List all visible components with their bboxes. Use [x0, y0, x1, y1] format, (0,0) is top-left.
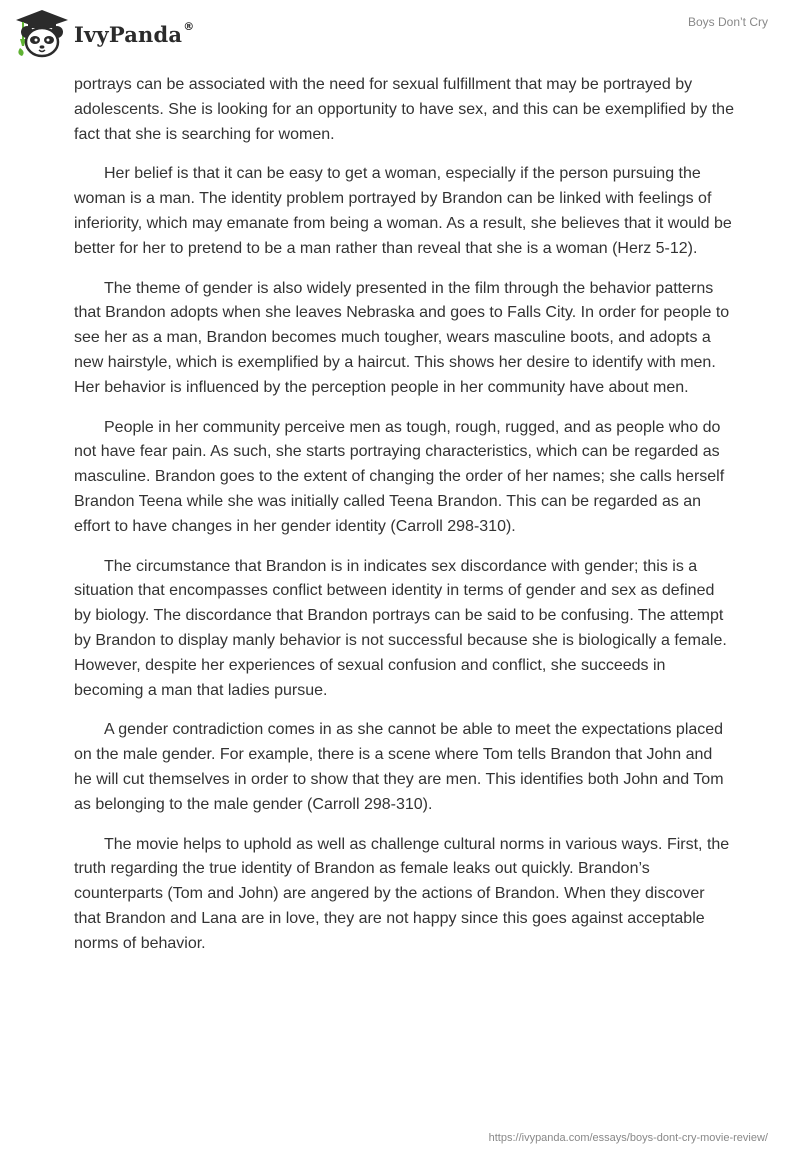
document-title: Boys Don’t Cry	[687, 15, 768, 29]
registered-mark: ®	[183, 19, 195, 33]
paragraph: A gender contradiction comes in as she cannot be able to meet the expectations placed on the male gender. For example, there is a scene where Tom tells Brandon that John and he will cut themselves in order to show that they are men. This identifies both John and Tom as belonging to the male gender (Carroll 298-310).	[74, 721, 724, 813]
brand-name-text: IvyPanda	[74, 21, 183, 47]
paragraph: People in her community perceive men as tough, rough, rugged, and as people who do not have fear pain. As such, she starts portraying characteristics, which can be regarded as masculine. Brandon goes to the extent of changing the order of her names; she calls herself Brandon Teena while she was initially called Teena Brandon. This can be regarded as an effort to have changes in her gender identity (Carroll 298-310).	[74, 418, 725, 535]
essay-body	[74, 73, 734, 972]
paragraph: Her belief is that it can be easy to get a woman, especially if the person pursuing the woman is a man. The identity problem portrayed by Brandon can be linked with feelings of inferiority, which may emanate from being a woman. As a result, she believes that it would be better for her to pretend to be a man rather than reveal that she is a woman (Herz 5-12).	[74, 165, 732, 257]
ivypanda-logo[interactable]	[14, 8, 194, 58]
paragraph: portrays can be associated with the need for sexual fulfillment that may be portrayed by adolescents. She is looking for an opportunity to have sex, and this can be exemplified by the fact that she is searching for women.	[74, 76, 734, 143]
paragraph: The theme of gender is also widely presented in the film through the behavior patterns that Brandon adopts when she leaves Nebraska and goes to Falls City. In order for people to see her as a man, Brandon becomes much tougher, wears masculine boots, and adopts a new hairstyle, which is exemplified by a haircut. This shows her desire to identify with men. Her behavior is influenced by the perception people in her community have about men.	[74, 279, 730, 396]
paragraph: The circumstance that Brandon is in indicates sex discordance with gender; this is a situation that encompasses conflict between identity in terms of gender and sex as defined by biology. The discordance that Brandon portrays can be said to be confusing. The attempt by Brandon to display manly behavior is not successful because she is biologically a female. However, despite her experiences of sexual confusion and conflict, she succeeds in becoming a man that ladies pursue.	[74, 557, 727, 699]
panda-graduation-cap-icon	[14, 8, 70, 58]
brand-name	[74, 19, 195, 47]
source-url-link[interactable]: https://ivypanda.com/essays/boys-dont-cry-movie-review/	[488, 1132, 768, 1144]
page-header	[0, 0, 800, 66]
paragraph: The movie helps to uphold as well as challenge cultural norms in various ways. First, the truth regarding the true identity of Brandon as female leaks out quickly. Brandon’s counterparts (Tom and John) are angered by the actions of Brandon. When they discover that Brandon and Lana are in love, they are not happy since this goes against acceptable norms of behavior.	[74, 835, 730, 952]
